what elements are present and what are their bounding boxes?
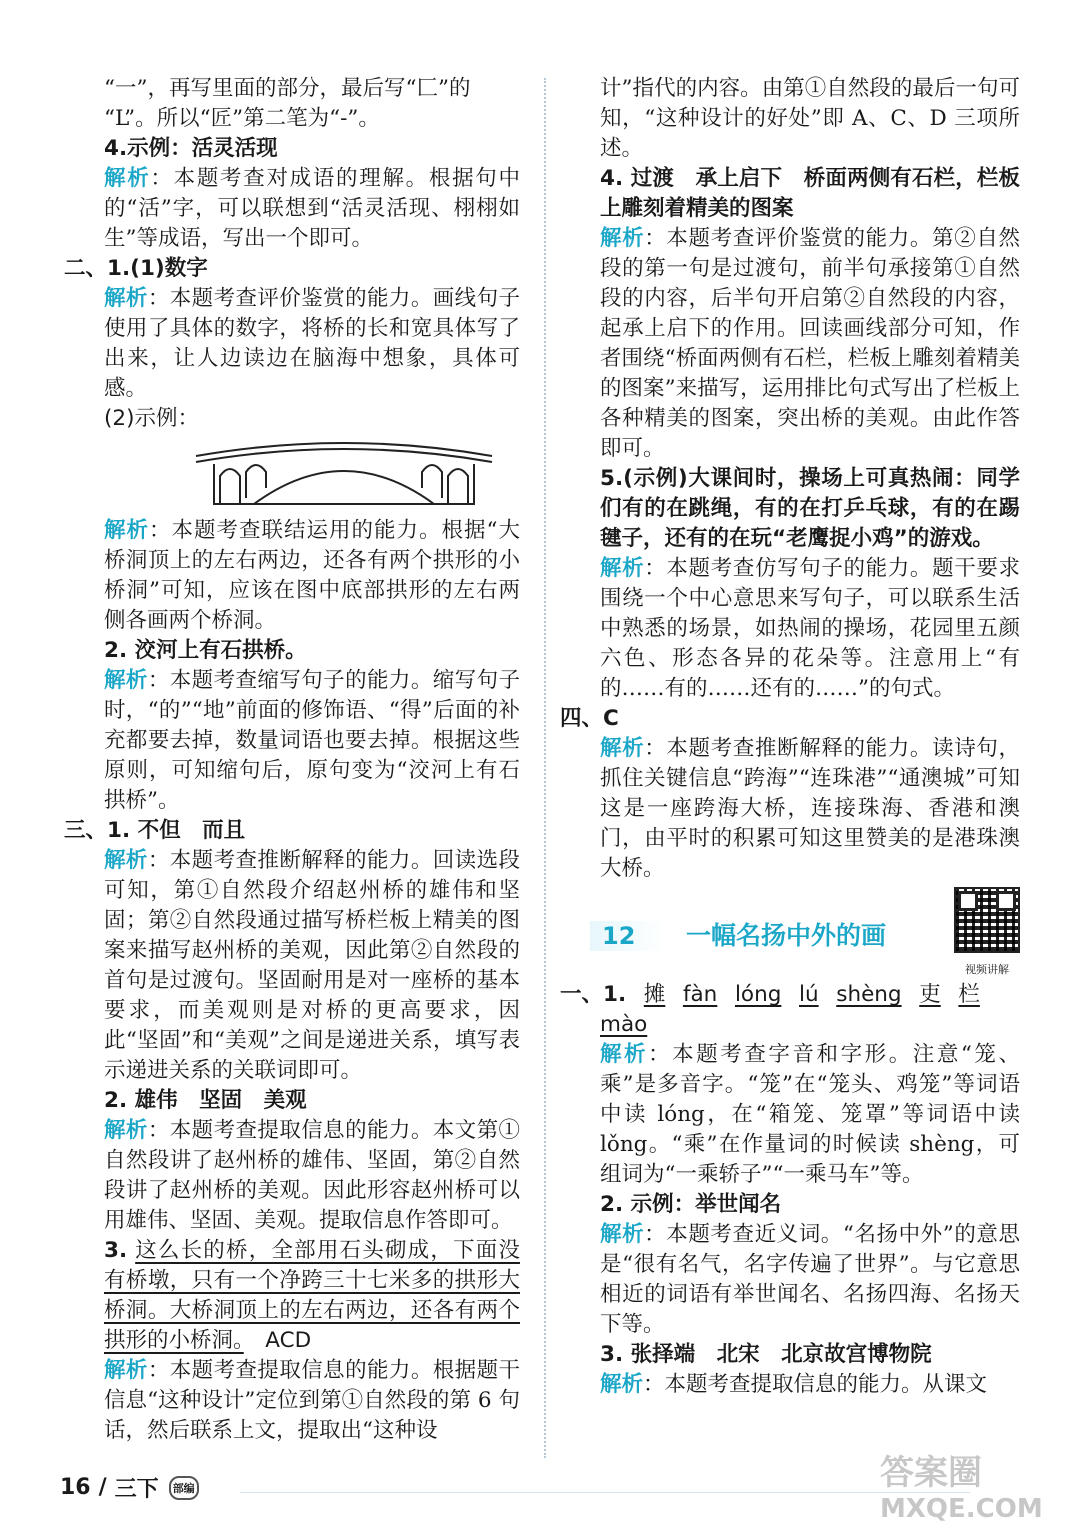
book-label: 三下 xyxy=(114,1477,159,1502)
video-qr[interactable] xyxy=(954,887,1020,985)
section-2-answer-1: 二、1.(1)数字 xyxy=(64,256,208,281)
analysis: 解析：本题考查缩写句子的能力。缩写句子时，“的”“地”前面的修饰语、“得”后面的补充都要去掉，数量词语也要去掉。根据这些原则，可知缩句后，原句变为“洨河上有石拱桥”。 xyxy=(104,668,520,813)
qr-code-icon xyxy=(954,887,1020,953)
analysis-label: 解析 xyxy=(600,736,645,761)
watermark: 答案圈 MXQE.COM xyxy=(880,1453,1043,1524)
edition-badge-icon: 部编 xyxy=(169,1476,199,1500)
answer-3: 3. 张择端 北宋 北京故宫博物院 xyxy=(600,1342,932,1367)
analysis-label: 解析 xyxy=(600,1042,649,1067)
page-footer xyxy=(60,1472,199,1503)
analysis: 解析：本题考查推断解释的能力。读诗句，抓住关键信息“跨海”“连珠港”“通澳城”可知这是一座跨海大桥，连接珠海、香港和澳门，由平时的积累可知这里赞美的是港珠澳大桥。 xyxy=(600,736,1020,881)
pinyin-item: 栏 xyxy=(958,982,980,1007)
answer-4: 4.示例：活灵活现 xyxy=(104,136,278,161)
analysis: 解析：本题考查推断解释的能力。回读选段可知，第①自然段介绍赵州桥的雄伟和坚固；第②自然段通过描写桥栏板上精美的图案来描写赵州桥的美观，因此第②自然段的首句是过渡句。坚固耐用是对一座桥的基本要求，而美观则是对桥的更高要求，因此“坚固”和“美观”之间是递进关系，填写表示递进关系的关联词即可。 xyxy=(104,848,520,1083)
pinyin-row: 一、1. 摊 fàn lóng lú shèng 吏 栏 xyxy=(560,980,980,1010)
analysis: 解析：本题考查评价鉴赏的能力。画线句子使用了具体的数字，将桥的长和宽具体写了出来，让人边读边在脑海中想象，具体可感。 xyxy=(104,286,520,401)
section-3-answer-1: 三、1. 不但 而且 xyxy=(64,818,246,843)
page-number: 16 xyxy=(60,1475,91,1500)
left-column xyxy=(64,74,520,1446)
analysis-label: 解析 xyxy=(104,1358,148,1383)
text-line: “一”，再写里面的部分，最后写“匚”的 xyxy=(104,76,471,101)
analysis: 解析：本题考查联结运用的能力。根据“大桥洞顶上的左右两边，还各有两个拱形的小桥洞”可知，应该在图中底部拱形的左右两侧各画两个桥洞。 xyxy=(104,518,520,633)
separator: / xyxy=(98,1475,107,1500)
pinyin-item: shèng xyxy=(836,982,902,1007)
analysis-label: 解析 xyxy=(104,286,148,311)
section-4-answer: 四、C xyxy=(560,706,619,731)
analysis-label: 解析 xyxy=(600,1222,645,1247)
analysis: 解析：本题考查提取信息的能力。根据题干信息“这种设计”定位到第①自然段的第 6 句话，然后联系上文，提取出“这种设 xyxy=(104,1358,520,1443)
analysis-label: 解析 xyxy=(600,1372,644,1397)
lesson-title: 一幅名扬中外的画 xyxy=(686,921,887,950)
analysis-label: 解析 xyxy=(104,668,148,693)
lesson-number: 12 xyxy=(590,921,666,951)
underlined-sentence: 这么长的桥，全部用石头砌成，下面没有桥墩，只有一个净跨三十七米多的拱形大桥洞。大桥洞顶上的左右两边，还各有两个拱形的小桥洞。 xyxy=(104,1238,520,1353)
analysis-label: 解析 xyxy=(600,556,645,581)
answer-5: 5.(示例)大课间时，操场上可真热闹：同学们有的在跳绳，有的在打乒乓球，有的在踢毽子，还有的在玩“老鹰捉小鸡”的游戏。 xyxy=(600,466,1020,551)
pinyin-item: fàn xyxy=(682,982,718,1007)
analysis: 解析：本题考查近义词。“名扬中外”的意思是“很有名气，名字传遍了世界”。与它意思相近的词语有举世闻名、名扬四海、名扬天下等。 xyxy=(600,1222,1020,1337)
analysis: 解析：本题考查提取信息的能力。本文第①自然段讲了赵州桥的雄伟、坚固，第②自然段讲了赵州桥的美观。因此形容赵州桥可以用雄伟、坚固、美观。提取信息作答即可。 xyxy=(104,1118,520,1233)
analysis-label: 解析 xyxy=(104,848,148,873)
analysis-label: 解析 xyxy=(600,226,645,251)
analysis-label: 解析 xyxy=(104,1118,148,1143)
analysis: 解析：本题考查字音和字形。注意“笼、乘”是多音字。“笼”在“笼头、鸡笼”等词语中读 lóng，在“箱笼、笼罩”等词语中读 lǒng。“乘”在作量词的时候读 shèng，可组词为“一乘轿子”“一乘马车”等。 xyxy=(600,1042,1020,1187)
analysis-label: 解析 xyxy=(104,518,149,543)
analysis-label: 解析 xyxy=(104,166,151,191)
answer-2: 2. 雄伟 坚固 美观 xyxy=(104,1088,307,1113)
pinyin-item: 摊 xyxy=(643,982,666,1007)
analysis: 解析：本题考查评价鉴赏的能力。第②自然段的第一句是过渡句，前半句承接第①自然段的内容，后半句开启第②自然段的内容，起承上启下的作用。回读画线部分可知，作者围绕“桥面两侧有石栏，栏板上雕刻着精美的图案”来描写，运用排比句式写出了栏板上各种精美的图案，突出桥的美观。由此作答即可。 xyxy=(600,226,1020,461)
analysis: 解析：本题考查提取信息的能力。从课文 xyxy=(600,1372,988,1397)
pinyin-item: mào xyxy=(600,1012,648,1037)
lesson-header xyxy=(590,898,1020,974)
analysis: 解析：本题考查对成语的理解。根据句中的“活”字，可以联想到“活灵活现、栩栩如生”等成语，写出一个即可。 xyxy=(104,166,520,251)
answer-choice: ACD xyxy=(265,1328,312,1353)
answer-2: 2. 洨河上有石拱桥。 xyxy=(104,638,307,663)
pinyin-item: 吏 xyxy=(919,982,941,1007)
answer-2: 2. 示例：举世闻名 xyxy=(600,1192,782,1217)
text-line: “L”。所以“匠”第二笔为“-”。 xyxy=(104,106,380,131)
text-line: 计”指代的内容。由第①自然段的最后一句可知，“这种设计的好处”即 A、C、D 三项所述。 xyxy=(600,76,1020,161)
answer-1-2: (2)示例： xyxy=(104,406,199,431)
column-divider xyxy=(544,78,546,1458)
footer-rule xyxy=(240,1492,970,1493)
qr-caption: 视频讲解 xyxy=(965,963,1009,976)
answer-4: 4. 过渡 承上启下 桥面两侧有石栏，栏板上雕刻着精美的图案 xyxy=(600,166,1020,221)
analysis: 解析：本题考查仿写句子的能力。题干要求围绕一个中心意思来写句子，可以联系生活中熟悉的场景，如热闹的操场，花园里五颜六色、形态各异的花朵等。注意用上“有的……有的……还有的……”的句式。 xyxy=(600,556,1020,701)
right-column xyxy=(560,74,1020,1400)
bridge-drawing xyxy=(194,438,494,508)
answer-3: 3. 这么长的桥，全部用石头砌成，下面没有桥墩，只有一个净跨三十七米多的拱形大桥洞。大桥洞顶上的左右两边，还各有两个拱形的小桥洞。 ACD xyxy=(104,1238,520,1353)
pinyin-item: lú xyxy=(799,982,819,1007)
pinyin-item: lóng xyxy=(734,982,782,1007)
